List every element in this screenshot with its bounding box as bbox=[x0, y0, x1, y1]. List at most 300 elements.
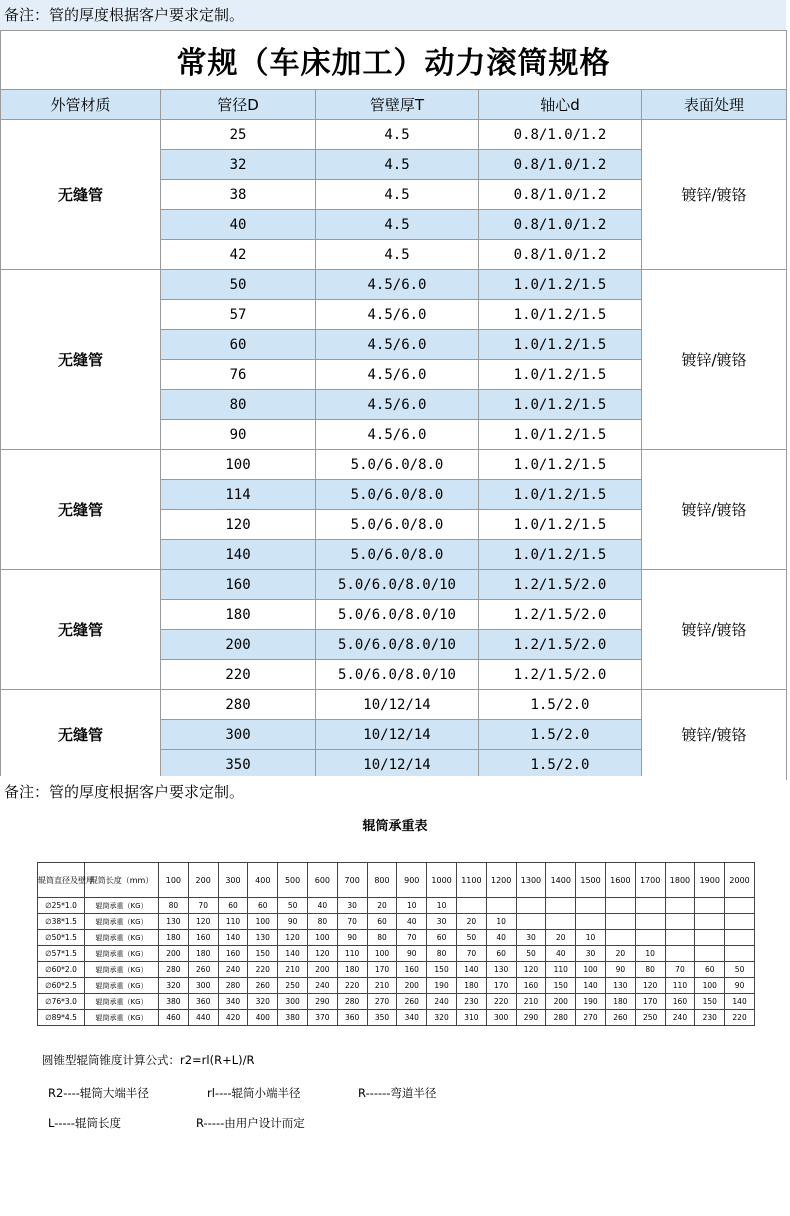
load-value-cell: 230 bbox=[456, 994, 486, 1010]
header-surface: 表面处理 bbox=[642, 90, 787, 120]
formula-r2: R2----辊筒大端半径 bbox=[48, 1086, 149, 1100]
load-value-cell: 90 bbox=[397, 946, 427, 962]
shaft-cell: 1.0/1.2/1.5 bbox=[479, 420, 642, 450]
load-value-cell: 90 bbox=[337, 930, 367, 946]
load-value-cell: 110 bbox=[546, 962, 576, 978]
load-value-cell: 30 bbox=[427, 914, 457, 930]
load-value-cell: 10 bbox=[397, 898, 427, 914]
load-value-cell: 80 bbox=[159, 898, 189, 914]
load-value-cell: 20 bbox=[546, 930, 576, 946]
load-length-header: 1800 bbox=[665, 863, 695, 898]
load-value-cell: 140 bbox=[278, 946, 308, 962]
load-value-cell bbox=[695, 914, 725, 930]
load-value-cell: 50 bbox=[516, 946, 546, 962]
formula-R: R------弯道半径 bbox=[358, 1086, 437, 1100]
load-value-cell: 80 bbox=[307, 914, 337, 930]
load-length-header: 1300 bbox=[516, 863, 546, 898]
shaft-cell: 1.0/1.2/1.5 bbox=[479, 360, 642, 390]
load-value-cell: 160 bbox=[665, 994, 695, 1010]
load-spec-cell: ∅50*1.5 bbox=[38, 930, 85, 946]
load-value-cell: 60 bbox=[427, 930, 457, 946]
shaft-cell: 1.2/1.5/2.0 bbox=[479, 570, 642, 600]
load-spec-cell: ∅76*3.0 bbox=[38, 994, 85, 1010]
load-row bbox=[38, 1010, 755, 1026]
load-name-cell: 辊筒承重（KG） bbox=[85, 946, 159, 962]
thickness-cell: 10/12/14 bbox=[316, 720, 479, 750]
thickness-cell: 5.0/6.0/8.0 bbox=[316, 540, 479, 570]
load-table-title: 辊筒承重表 bbox=[362, 819, 428, 834]
load-value-cell bbox=[665, 946, 695, 962]
load-value-cell: 150 bbox=[546, 978, 576, 994]
load-length-header: 1500 bbox=[576, 863, 606, 898]
load-value-cell: 50 bbox=[456, 930, 486, 946]
shaft-cell: 1.0/1.2/1.5 bbox=[479, 540, 642, 570]
load-value-cell: 200 bbox=[307, 962, 337, 978]
load-value-cell: 140 bbox=[725, 994, 755, 1010]
diameter-cell: 350 bbox=[161, 750, 316, 780]
load-value-cell: 360 bbox=[188, 994, 218, 1010]
shaft-cell: 0.8/1.0/1.2 bbox=[479, 210, 642, 240]
load-length-header: 200 bbox=[188, 863, 218, 898]
spec-row bbox=[1, 120, 787, 150]
load-value-cell: 90 bbox=[278, 914, 308, 930]
load-value-cell: 120 bbox=[188, 914, 218, 930]
load-value-cell bbox=[516, 898, 546, 914]
load-length-header: 700 bbox=[337, 863, 367, 898]
material-cell: 无缝管 bbox=[1, 120, 161, 270]
load-name-cell: 辊筒承重（KG） bbox=[85, 994, 159, 1010]
surface-cell: 镀锌/镀铬 bbox=[642, 450, 787, 570]
load-value-cell: 240 bbox=[307, 978, 337, 994]
load-value-cell: 120 bbox=[307, 946, 337, 962]
load-spec-cell: ∅57*1.5 bbox=[38, 946, 85, 962]
load-value-cell: 300 bbox=[278, 994, 308, 1010]
load-value-cell: 60 bbox=[218, 898, 248, 914]
diameter-cell: 160 bbox=[161, 570, 316, 600]
thickness-cell: 4.5/6.0 bbox=[316, 420, 479, 450]
load-value-cell: 100 bbox=[248, 914, 278, 930]
load-value-cell bbox=[725, 946, 755, 962]
load-value-cell: 350 bbox=[367, 1010, 397, 1026]
header-thickness: 管壁厚T bbox=[316, 90, 479, 120]
thickness-cell: 4.5 bbox=[316, 150, 479, 180]
material-cell: 无缝管 bbox=[1, 690, 161, 780]
load-value-cell: 210 bbox=[516, 994, 546, 1010]
load-value-cell: 90 bbox=[725, 978, 755, 994]
load-value-cell: 440 bbox=[188, 1010, 218, 1026]
load-value-cell: 220 bbox=[337, 978, 367, 994]
load-name-cell: 辊筒承重（KG） bbox=[85, 1010, 159, 1026]
surface-cell: 镀锌/镀铬 bbox=[642, 570, 787, 690]
load-row bbox=[38, 962, 755, 978]
load-value-cell: 270 bbox=[367, 994, 397, 1010]
load-value-cell: 360 bbox=[337, 1010, 367, 1026]
shaft-cell: 1.5/2.0 bbox=[479, 720, 642, 750]
load-value-cell: 110 bbox=[218, 914, 248, 930]
load-value-cell: 80 bbox=[427, 946, 457, 962]
shaft-cell: 0.8/1.0/1.2 bbox=[479, 240, 642, 270]
note-bottom: 备注：管的厚度根据客户要求定制。 bbox=[0, 776, 786, 808]
diameter-cell: 76 bbox=[161, 360, 316, 390]
load-value-cell: 180 bbox=[337, 962, 367, 978]
load-value-cell bbox=[695, 898, 725, 914]
load-name-cell: 辊筒承重（KG） bbox=[85, 962, 159, 978]
load-value-cell bbox=[695, 946, 725, 962]
load-value-cell: 120 bbox=[635, 978, 665, 994]
load-value-cell: 20 bbox=[605, 946, 635, 962]
load-value-cell: 310 bbox=[456, 1010, 486, 1026]
load-value-cell: 240 bbox=[427, 994, 457, 1010]
spec-row bbox=[1, 570, 787, 600]
load-value-cell: 10 bbox=[576, 930, 606, 946]
load-value-cell: 160 bbox=[188, 930, 218, 946]
load-value-cell: 260 bbox=[188, 962, 218, 978]
load-value-cell: 420 bbox=[218, 1010, 248, 1026]
load-value-cell: 30 bbox=[516, 930, 546, 946]
load-value-cell: 10 bbox=[635, 946, 665, 962]
diameter-cell: 60 bbox=[161, 330, 316, 360]
diameter-cell: 114 bbox=[161, 480, 316, 510]
load-value-cell: 340 bbox=[397, 1010, 427, 1026]
load-value-cell: 250 bbox=[635, 1010, 665, 1026]
thickness-cell: 5.0/6.0/8.0 bbox=[316, 480, 479, 510]
load-value-cell: 70 bbox=[337, 914, 367, 930]
load-value-cell bbox=[605, 898, 635, 914]
load-length-header: 1000 bbox=[427, 863, 457, 898]
load-value-cell: 370 bbox=[307, 1010, 337, 1026]
shaft-cell: 1.0/1.2/1.5 bbox=[479, 270, 642, 300]
shaft-cell: 1.5/2.0 bbox=[479, 750, 642, 780]
load-value-cell: 20 bbox=[456, 914, 486, 930]
load-value-cell: 120 bbox=[516, 962, 546, 978]
load-value-cell bbox=[695, 930, 725, 946]
load-value-cell: 380 bbox=[159, 994, 189, 1010]
load-spec-cell: ∅25*1.0 bbox=[38, 898, 85, 914]
surface-cell: 镀锌/镀铬 bbox=[642, 120, 787, 270]
load-value-cell: 240 bbox=[665, 1010, 695, 1026]
load-length-header: 400 bbox=[248, 863, 278, 898]
formula-rl: rl----辊筒小端半径 bbox=[207, 1086, 301, 1100]
formula-R-user: R-----由用户设计而定 bbox=[196, 1116, 305, 1130]
thickness-cell: 5.0/6.0/8.0/10 bbox=[316, 660, 479, 690]
load-value-cell bbox=[516, 914, 546, 930]
load-value-cell: 130 bbox=[605, 978, 635, 994]
load-spec-cell: ∅60*2.5 bbox=[38, 978, 85, 994]
load-value-cell: 300 bbox=[188, 978, 218, 994]
load-row bbox=[38, 914, 755, 930]
thickness-cell: 4.5/6.0 bbox=[316, 270, 479, 300]
spec-table bbox=[0, 30, 787, 780]
thickness-cell: 4.5 bbox=[316, 210, 479, 240]
load-value-cell bbox=[725, 898, 755, 914]
load-length-header: 100 bbox=[159, 863, 189, 898]
surface-cell: 镀锌/镀铬 bbox=[642, 690, 787, 780]
load-value-cell: 230 bbox=[695, 1010, 725, 1026]
load-length-header: 1200 bbox=[486, 863, 516, 898]
diameter-cell: 38 bbox=[161, 180, 316, 210]
load-value-cell: 30 bbox=[337, 898, 367, 914]
load-value-cell bbox=[665, 930, 695, 946]
load-value-cell bbox=[635, 898, 665, 914]
shaft-cell: 1.2/1.5/2.0 bbox=[479, 600, 642, 630]
load-table bbox=[37, 862, 755, 1026]
diameter-cell: 280 bbox=[161, 690, 316, 720]
load-length-header: 1400 bbox=[546, 863, 576, 898]
load-name-cell: 辊筒承重（KG） bbox=[85, 930, 159, 946]
shaft-cell: 0.8/1.0/1.2 bbox=[479, 120, 642, 150]
load-row bbox=[38, 898, 755, 914]
material-cell: 无缝管 bbox=[1, 270, 161, 450]
shaft-cell: 1.2/1.5/2.0 bbox=[479, 630, 642, 660]
shaft-cell: 0.8/1.0/1.2 bbox=[479, 150, 642, 180]
load-value-cell: 110 bbox=[337, 946, 367, 962]
load-value-cell bbox=[546, 914, 576, 930]
load-value-cell: 40 bbox=[307, 898, 337, 914]
load-value-cell: 290 bbox=[516, 1010, 546, 1026]
load-value-cell: 20 bbox=[367, 898, 397, 914]
load-value-cell: 160 bbox=[218, 946, 248, 962]
load-name-cell: 辊筒承重（KG） bbox=[85, 914, 159, 930]
load-value-cell: 140 bbox=[218, 930, 248, 946]
load-value-cell bbox=[486, 898, 516, 914]
load-value-cell: 150 bbox=[695, 994, 725, 1010]
load-value-cell: 260 bbox=[605, 1010, 635, 1026]
diameter-cell: 25 bbox=[161, 120, 316, 150]
load-value-cell: 130 bbox=[248, 930, 278, 946]
spec-table-body bbox=[1, 120, 787, 780]
load-value-cell: 80 bbox=[367, 930, 397, 946]
load-value-cell: 10 bbox=[486, 914, 516, 930]
load-value-cell: 220 bbox=[248, 962, 278, 978]
load-value-cell bbox=[725, 914, 755, 930]
load-value-cell: 60 bbox=[248, 898, 278, 914]
diameter-cell: 140 bbox=[161, 540, 316, 570]
material-cell: 无缝管 bbox=[1, 450, 161, 570]
load-value-cell: 170 bbox=[486, 978, 516, 994]
thickness-cell: 4.5 bbox=[316, 240, 479, 270]
load-value-cell: 90 bbox=[605, 962, 635, 978]
spec-table-title: 常规（车床加工）动力滚筒规格 bbox=[1, 31, 787, 90]
load-length-header: 1100 bbox=[456, 863, 486, 898]
thickness-cell: 4.5/6.0 bbox=[316, 300, 479, 330]
diameter-cell: 50 bbox=[161, 270, 316, 300]
load-value-cell: 250 bbox=[278, 978, 308, 994]
load-value-cell: 290 bbox=[307, 994, 337, 1010]
load-value-cell: 160 bbox=[397, 962, 427, 978]
load-value-cell bbox=[635, 930, 665, 946]
load-value-cell bbox=[665, 898, 695, 914]
load-value-cell: 120 bbox=[278, 930, 308, 946]
spec-row bbox=[1, 270, 787, 300]
load-value-cell: 400 bbox=[248, 1010, 278, 1026]
diameter-cell: 57 bbox=[161, 300, 316, 330]
load-value-cell: 240 bbox=[218, 962, 248, 978]
diameter-cell: 42 bbox=[161, 240, 316, 270]
load-value-cell: 280 bbox=[218, 978, 248, 994]
load-value-cell: 190 bbox=[576, 994, 606, 1010]
diameter-cell: 200 bbox=[161, 630, 316, 660]
load-value-cell: 10 bbox=[427, 898, 457, 914]
spec-row bbox=[1, 690, 787, 720]
shaft-cell: 1.0/1.2/1.5 bbox=[479, 330, 642, 360]
thickness-cell: 10/12/14 bbox=[316, 750, 479, 780]
load-length-header: 1600 bbox=[605, 863, 635, 898]
thickness-cell: 4.5/6.0 bbox=[316, 360, 479, 390]
load-name-cell: 辊筒承重（KG） bbox=[85, 978, 159, 994]
load-value-cell: 380 bbox=[278, 1010, 308, 1026]
load-value-cell bbox=[635, 914, 665, 930]
shaft-cell: 1.0/1.2/1.5 bbox=[479, 390, 642, 420]
load-length-header: 800 bbox=[367, 863, 397, 898]
diameter-cell: 120 bbox=[161, 510, 316, 540]
load-value-cell: 320 bbox=[248, 994, 278, 1010]
load-value-cell: 30 bbox=[576, 946, 606, 962]
thickness-cell: 4.5 bbox=[316, 120, 479, 150]
load-length-header: 1700 bbox=[635, 863, 665, 898]
load-length-header: 600 bbox=[307, 863, 337, 898]
load-value-cell: 70 bbox=[665, 962, 695, 978]
load-value-cell bbox=[456, 898, 486, 914]
surface-cell: 镀锌/镀铬 bbox=[642, 270, 787, 450]
thickness-cell: 4.5/6.0 bbox=[316, 330, 479, 360]
load-value-cell: 100 bbox=[576, 962, 606, 978]
load-value-cell: 200 bbox=[159, 946, 189, 962]
load-value-cell: 100 bbox=[695, 978, 725, 994]
load-value-cell: 220 bbox=[486, 994, 516, 1010]
shaft-cell: 1.0/1.2/1.5 bbox=[479, 450, 642, 480]
shaft-cell: 1.0/1.2/1.5 bbox=[479, 510, 642, 540]
load-value-cell: 180 bbox=[159, 930, 189, 946]
load-value-cell: 180 bbox=[456, 978, 486, 994]
diameter-cell: 100 bbox=[161, 450, 316, 480]
shaft-cell: 1.0/1.2/1.5 bbox=[479, 480, 642, 510]
load-value-cell: 300 bbox=[486, 1010, 516, 1026]
load-length-header: 500 bbox=[278, 863, 308, 898]
spec-row bbox=[1, 450, 787, 480]
load-spec-cell: ∅38*1.5 bbox=[38, 914, 85, 930]
load-value-cell bbox=[605, 930, 635, 946]
load-value-cell: 100 bbox=[367, 946, 397, 962]
load-value-cell: 140 bbox=[576, 978, 606, 994]
load-spec-cell: ∅60*2.0 bbox=[38, 962, 85, 978]
load-value-cell: 100 bbox=[307, 930, 337, 946]
load-value-cell: 70 bbox=[456, 946, 486, 962]
load-value-cell: 160 bbox=[516, 978, 546, 994]
thickness-cell: 5.0/6.0/8.0/10 bbox=[316, 600, 479, 630]
load-value-cell: 260 bbox=[397, 994, 427, 1010]
shaft-cell: 1.2/1.5/2.0 bbox=[479, 660, 642, 690]
shaft-cell: 1.0/1.2/1.5 bbox=[479, 300, 642, 330]
diameter-cell: 80 bbox=[161, 390, 316, 420]
load-value-cell: 320 bbox=[427, 1010, 457, 1026]
load-value-cell: 220 bbox=[725, 1010, 755, 1026]
load-length-header: 300 bbox=[218, 863, 248, 898]
load-value-cell: 40 bbox=[546, 946, 576, 962]
thickness-cell: 5.0/6.0/8.0/10 bbox=[316, 630, 479, 660]
load-value-cell: 320 bbox=[159, 978, 189, 994]
load-header-row bbox=[38, 863, 755, 898]
load-value-cell: 110 bbox=[665, 978, 695, 994]
load-length-header: 1900 bbox=[695, 863, 725, 898]
load-value-cell: 130 bbox=[486, 962, 516, 978]
formula-line: 圆锥型辊筒锥度计算公式：r2=rl(R+L)/R bbox=[42, 1053, 255, 1067]
diameter-cell: 300 bbox=[161, 720, 316, 750]
load-value-cell: 80 bbox=[635, 962, 665, 978]
formula-L: L-----辊筒长度 bbox=[48, 1116, 121, 1130]
load-length-header: 900 bbox=[397, 863, 427, 898]
load-row bbox=[38, 994, 755, 1010]
load-name-cell: 辊筒承重（KG） bbox=[85, 898, 159, 914]
load-value-cell: 260 bbox=[248, 978, 278, 994]
load-value-cell: 70 bbox=[397, 930, 427, 946]
load-value-cell: 40 bbox=[486, 930, 516, 946]
load-value-cell: 340 bbox=[218, 994, 248, 1010]
load-value-cell bbox=[665, 914, 695, 930]
thickness-cell: 5.0/6.0/8.0 bbox=[316, 510, 479, 540]
thickness-cell: 5.0/6.0/8.0/10 bbox=[316, 570, 479, 600]
diameter-cell: 220 bbox=[161, 660, 316, 690]
load-value-cell: 210 bbox=[278, 962, 308, 978]
load-value-cell: 40 bbox=[397, 914, 427, 930]
load-value-cell: 270 bbox=[576, 1010, 606, 1026]
load-value-cell bbox=[576, 914, 606, 930]
thickness-cell: 10/12/14 bbox=[316, 690, 479, 720]
diameter-cell: 180 bbox=[161, 600, 316, 630]
load-value-cell: 190 bbox=[427, 978, 457, 994]
load-value-cell: 170 bbox=[367, 962, 397, 978]
shaft-cell: 1.5/2.0 bbox=[479, 690, 642, 720]
shaft-cell: 0.8/1.0/1.2 bbox=[479, 180, 642, 210]
diameter-cell: 90 bbox=[161, 420, 316, 450]
load-value-cell: 60 bbox=[367, 914, 397, 930]
note-top: 备注：管的厚度根据客户要求定制。 bbox=[0, 0, 786, 30]
thickness-cell: 5.0/6.0/8.0 bbox=[316, 450, 479, 480]
load-corner-label: 辊筒直径及壁厚 bbox=[38, 863, 85, 898]
load-value-cell: 140 bbox=[456, 962, 486, 978]
load-value-cell: 60 bbox=[695, 962, 725, 978]
load-value-cell: 150 bbox=[427, 962, 457, 978]
thickness-cell: 4.5 bbox=[316, 180, 479, 210]
load-value-cell: 200 bbox=[546, 994, 576, 1010]
load-row bbox=[38, 930, 755, 946]
load-value-cell: 180 bbox=[188, 946, 218, 962]
load-value-cell: 280 bbox=[546, 1010, 576, 1026]
load-value-cell: 200 bbox=[397, 978, 427, 994]
header-diameter: 管径D bbox=[161, 90, 316, 120]
load-row bbox=[38, 946, 755, 962]
load-value-cell bbox=[546, 898, 576, 914]
load-value-cell: 130 bbox=[159, 914, 189, 930]
load-value-cell: 210 bbox=[367, 978, 397, 994]
load-value-cell bbox=[605, 914, 635, 930]
load-value-cell bbox=[576, 898, 606, 914]
load-row bbox=[38, 978, 755, 994]
load-value-cell: 280 bbox=[337, 994, 367, 1010]
material-cell: 无缝管 bbox=[1, 570, 161, 690]
load-value-cell: 180 bbox=[605, 994, 635, 1010]
load-length-label: 辊筒长度（mm） bbox=[85, 863, 159, 898]
header-shaft: 轴心d bbox=[479, 90, 642, 120]
load-length-header: 2000 bbox=[725, 863, 755, 898]
load-value-cell: 60 bbox=[486, 946, 516, 962]
load-value-cell bbox=[725, 930, 755, 946]
load-value-cell: 170 bbox=[635, 994, 665, 1010]
load-value-cell: 50 bbox=[278, 898, 308, 914]
load-table-body bbox=[38, 863, 755, 1026]
header-material: 外管材质 bbox=[1, 90, 161, 120]
load-value-cell: 70 bbox=[188, 898, 218, 914]
load-value-cell: 150 bbox=[248, 946, 278, 962]
